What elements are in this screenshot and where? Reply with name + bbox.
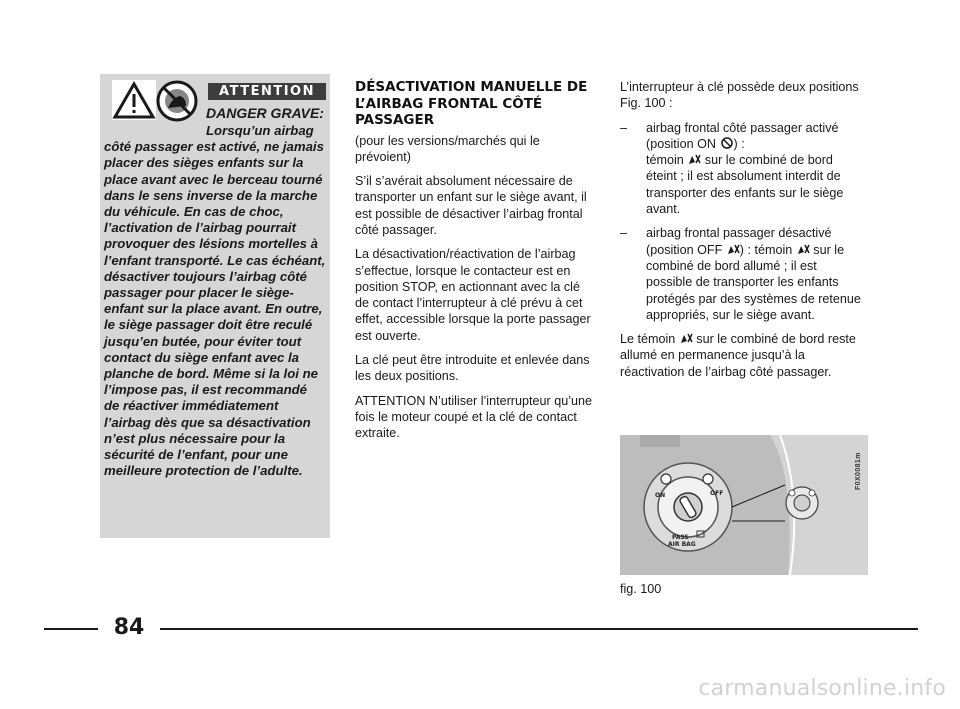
item-text: sur le combiné de bord allumé ; il est possible de transporter les enfants protégés par des systèmes de retenue appropriés, sur le siège avant.: [646, 242, 861, 322]
paragraph-procedure: La désactivation/réactivation de l’airbag s’effectue, lorsque le contacteur est en position STOP, en actionnant avec la clé de contact l’interrupteur à clé prévu à cet effet, accessible lorsque la porte passager est ouverte.: [355, 247, 591, 343]
warning-box: [100, 74, 330, 538]
paragraph-versions: (pour les versions/marchés qui le prévoient): [355, 133, 540, 164]
warning-heading: DANGER GRAVE:: [206, 105, 324, 121]
paragraph-necessity: S’il s’avérait absolument nécessaire de transporter un enfant sur le siège avant, il est possible de désactiver l’airbag frontal côté passager.: [355, 174, 587, 237]
airbag-warning-light-icon: [679, 332, 693, 344]
list-dash: –: [620, 120, 628, 135]
footer-rule-right: [160, 628, 918, 630]
figure-label-pass: PASS: [672, 534, 689, 541]
middle-column: [355, 79, 597, 450]
list-item: [620, 120, 865, 218]
paragraph-key: La clé peut être introduite et enlevée dans les deux positions.: [355, 353, 590, 384]
figure-caption: fig. 100: [620, 582, 662, 596]
item-text: sur le combiné de bord éteint ; il est absolument interdit de transporter des enfants sur le siège avant.: [646, 153, 844, 217]
airbag-prohibited-icon: [156, 80, 198, 122]
closing-text: sur le combiné de bord reste allumé en permanence jusqu’à la réactivation de l’airbag côté passager.: [620, 332, 856, 379]
list-item: [620, 225, 865, 323]
item-text: airbag frontal passager désactivé (position OFF: [646, 226, 832, 257]
paragraph-closing: [620, 331, 865, 380]
section-title: DÉSACTIVATION MANUELLE DE L’AIRBAG FRONTAL CÔTÉ PASSAGER: [355, 79, 588, 128]
right-column: [620, 79, 865, 388]
off-position-icon: [726, 243, 740, 255]
airbag-warning-light-icon: [687, 153, 701, 165]
item-text: ) : témoin: [739, 242, 796, 257]
item-text: témoin: [646, 153, 688, 168]
on-position-icon: [720, 137, 734, 149]
figure-code: F0X0081m: [855, 452, 862, 490]
list-dash: –: [620, 226, 628, 241]
item-text: ) :: [733, 136, 745, 151]
item-text: airbag frontal côté passager activé (position ON: [646, 120, 839, 151]
footer-rule-left: [44, 628, 98, 630]
closing-text: Le témoin: [620, 332, 679, 347]
attention-badge: ATTENTION: [208, 83, 326, 100]
watermark: carmanualsonline.info: [698, 676, 946, 701]
warning-body: côté passager est activé, ne jamais placer des sièges enfants sur la place avant avec le berceau tourné dans le sens inverse de la marche du véhicule. En cas de choc, l’activation de l’airbag pourrait provoquer des lésions mortelles à l’enfant transporté. Le cas échéant, désactiver toujours l’airbag côté passager pour placer le siège-enfant sur la place avant. En outre, le siège passager doit être reculé jusqu’en butée, pour éviter tout contact du siège enfant avec la planche de bord. Même si la loi ne l’impose pas, il est recommandé de réactiver immédiatement l’airbag dès que sa désactivation n’est plus nécessaire pour la sécurité de l’enfant, pour une meilleure protection de l’adulte.: [104, 139, 326, 479]
position-list: [620, 120, 865, 324]
figure-airbag-switch: [620, 435, 868, 575]
figure-label-on: ON: [655, 492, 666, 499]
airbag-warning-light-icon: [796, 243, 810, 255]
warning-lead: Lorsqu’un airbag: [206, 123, 314, 138]
page-number: 84: [113, 615, 145, 640]
warning-triangle-icon: [112, 80, 156, 120]
figure-label-off: OFF: [710, 490, 724, 497]
figure-label-airbag: AIR BAG: [668, 541, 696, 548]
paragraph-attention: ATTENTION N’utiliser l’interrupteur qu’une fois le moteur coupé et la clé de contact extraite.: [355, 393, 593, 441]
warning-text: [104, 123, 326, 479]
paragraph-intro: L’interrupteur à clé possède deux positions Fig. 100 :: [620, 80, 859, 111]
